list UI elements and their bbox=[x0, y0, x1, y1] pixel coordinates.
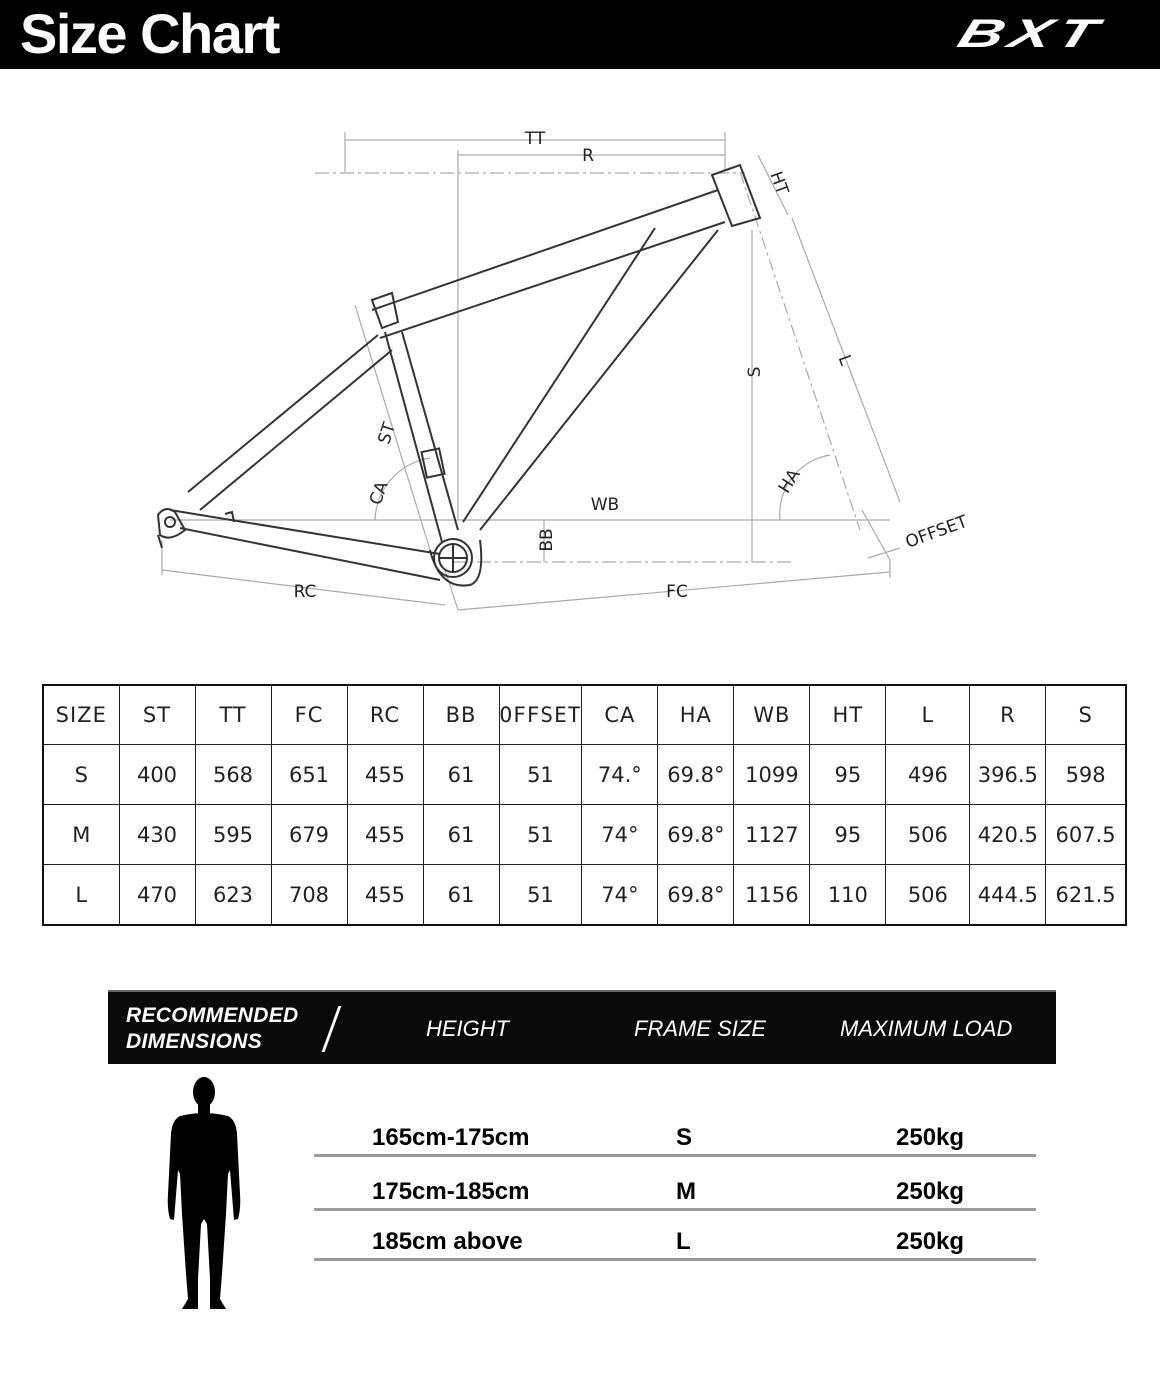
table-cell: 568 bbox=[195, 745, 271, 805]
frame-geometry-diagram bbox=[140, 110, 1020, 630]
label-l: L bbox=[833, 352, 856, 369]
label-wb: WB bbox=[590, 495, 620, 515]
table-cell: 708 bbox=[271, 865, 347, 926]
table-cell: 61 bbox=[423, 865, 499, 926]
rec-height: 165cm-175cm bbox=[372, 1124, 530, 1151]
table-cell: 506 bbox=[886, 805, 970, 865]
table-cell: 69.8° bbox=[658, 805, 734, 865]
table-cell: 51 bbox=[499, 805, 582, 865]
table-cell: 1156 bbox=[734, 865, 810, 926]
rec-size: S bbox=[676, 1124, 693, 1151]
table-header-cell: HA bbox=[658, 685, 734, 745]
table-cell: 61 bbox=[423, 805, 499, 865]
table-cell: 74° bbox=[582, 865, 658, 926]
rec-load: 250kg bbox=[896, 1124, 965, 1151]
table-cell: 430 bbox=[119, 805, 195, 865]
table-header-cell: L bbox=[886, 685, 970, 745]
table-row bbox=[43, 865, 1126, 926]
table-cell: 455 bbox=[347, 805, 423, 865]
table-cell: 95 bbox=[810, 805, 886, 865]
table-cell: 607.5 bbox=[1046, 805, 1126, 865]
table-cell: 400 bbox=[119, 745, 195, 805]
page-title: Size Chart bbox=[20, 2, 279, 65]
table-header-cell: BB bbox=[423, 685, 499, 745]
table-cell: 69.8° bbox=[658, 745, 734, 805]
rec-height: 175cm-185cm bbox=[372, 1178, 530, 1205]
table-cell: M bbox=[43, 805, 119, 865]
recommended-row-m bbox=[314, 1168, 1036, 1211]
label-s: S bbox=[745, 366, 765, 378]
table-header-cell: FC bbox=[271, 685, 347, 745]
brand-logo-text: BXT bbox=[952, 12, 1110, 56]
table-header-row bbox=[43, 685, 1126, 745]
recommended-row-s bbox=[314, 1114, 1036, 1157]
geometry-table bbox=[42, 684, 1127, 926]
table-row bbox=[43, 745, 1126, 805]
table-cell: 51 bbox=[499, 745, 582, 805]
rec-height: 185cm above bbox=[372, 1228, 523, 1255]
table-cell: 95 bbox=[810, 745, 886, 805]
table-cell: 69.8° bbox=[658, 865, 734, 926]
table-cell: 455 bbox=[347, 865, 423, 926]
table-header-cell: TT bbox=[195, 685, 271, 745]
table-cell: 595 bbox=[195, 805, 271, 865]
table-cell: 396.5 bbox=[970, 745, 1046, 805]
label-fc: FC bbox=[666, 582, 688, 602]
table-header-cell: ST bbox=[119, 685, 195, 745]
table-cell: 444.5 bbox=[970, 865, 1046, 926]
table-row bbox=[43, 805, 1126, 865]
table-cell: L bbox=[43, 865, 119, 926]
table-cell: 1099 bbox=[734, 745, 810, 805]
table-header-cell: S bbox=[1046, 685, 1126, 745]
table-cell: 455 bbox=[347, 745, 423, 805]
table-cell: 51 bbox=[499, 865, 582, 926]
rec-load: 250kg bbox=[896, 1178, 965, 1205]
table-cell: S bbox=[43, 745, 119, 805]
table-cell: 496 bbox=[886, 745, 970, 805]
table-cell: 1127 bbox=[734, 805, 810, 865]
frame-outline bbox=[158, 165, 760, 586]
brand-logo bbox=[952, 12, 1146, 56]
table-header-cell: RC bbox=[347, 685, 423, 745]
table-header-cell: SIZE bbox=[43, 685, 119, 745]
column-max-load: MAXIMUM LOAD bbox=[840, 1016, 1013, 1041]
label-offset: OFFSET bbox=[902, 511, 971, 553]
label-rc: RC bbox=[293, 582, 317, 602]
label-ca: CA bbox=[365, 478, 393, 508]
label-bb: BB bbox=[537, 528, 557, 552]
table-header-cell: OFFSET bbox=[499, 685, 582, 745]
recommended-title bbox=[126, 1003, 298, 1055]
table-header-cell: CA bbox=[582, 685, 658, 745]
table-cell: 470 bbox=[119, 865, 195, 926]
table-cell: 74.° bbox=[582, 745, 658, 805]
table-cell: 679 bbox=[271, 805, 347, 865]
rec-size: M bbox=[676, 1178, 696, 1205]
diagram-labels bbox=[294, 129, 971, 602]
table-cell: 598 bbox=[1046, 745, 1126, 805]
label-ht: HT bbox=[765, 168, 793, 198]
table-header-cell: HT bbox=[810, 685, 886, 745]
column-frame-size: FRAME SIZE bbox=[634, 1016, 767, 1041]
column-height: HEIGHT bbox=[426, 1016, 510, 1041]
table-cell: 506 bbox=[886, 865, 970, 926]
recommended-row-l bbox=[314, 1218, 1036, 1261]
table-header-cell: WB bbox=[734, 685, 810, 745]
label-ha: HA bbox=[774, 465, 805, 498]
dimension-lines bbox=[162, 132, 900, 610]
recommended-title-line1: RECOMMENDED bbox=[126, 1004, 299, 1027]
table-cell: 623 bbox=[195, 865, 271, 926]
table-header-cell: R bbox=[970, 685, 1046, 745]
table-cell: 651 bbox=[271, 745, 347, 805]
table-cell: 61 bbox=[423, 745, 499, 805]
header-bar bbox=[0, 0, 1160, 69]
rec-load: 250kg bbox=[896, 1228, 965, 1255]
table-cell: 420.5 bbox=[970, 805, 1046, 865]
rec-size: L bbox=[676, 1228, 691, 1255]
label-tt: TT bbox=[524, 129, 546, 149]
recommended-dimensions-bar bbox=[108, 990, 1056, 1064]
slash-divider bbox=[322, 1006, 342, 1052]
label-r: R bbox=[582, 146, 594, 166]
recommended-title-line2: DIMENSIONS bbox=[126, 1030, 263, 1053]
table-cell: 74° bbox=[582, 805, 658, 865]
label-st: ST bbox=[374, 420, 401, 447]
table-cell: 110 bbox=[810, 865, 886, 926]
human-silhouette-icon bbox=[160, 1074, 248, 1314]
table-cell: 621.5 bbox=[1046, 865, 1126, 926]
